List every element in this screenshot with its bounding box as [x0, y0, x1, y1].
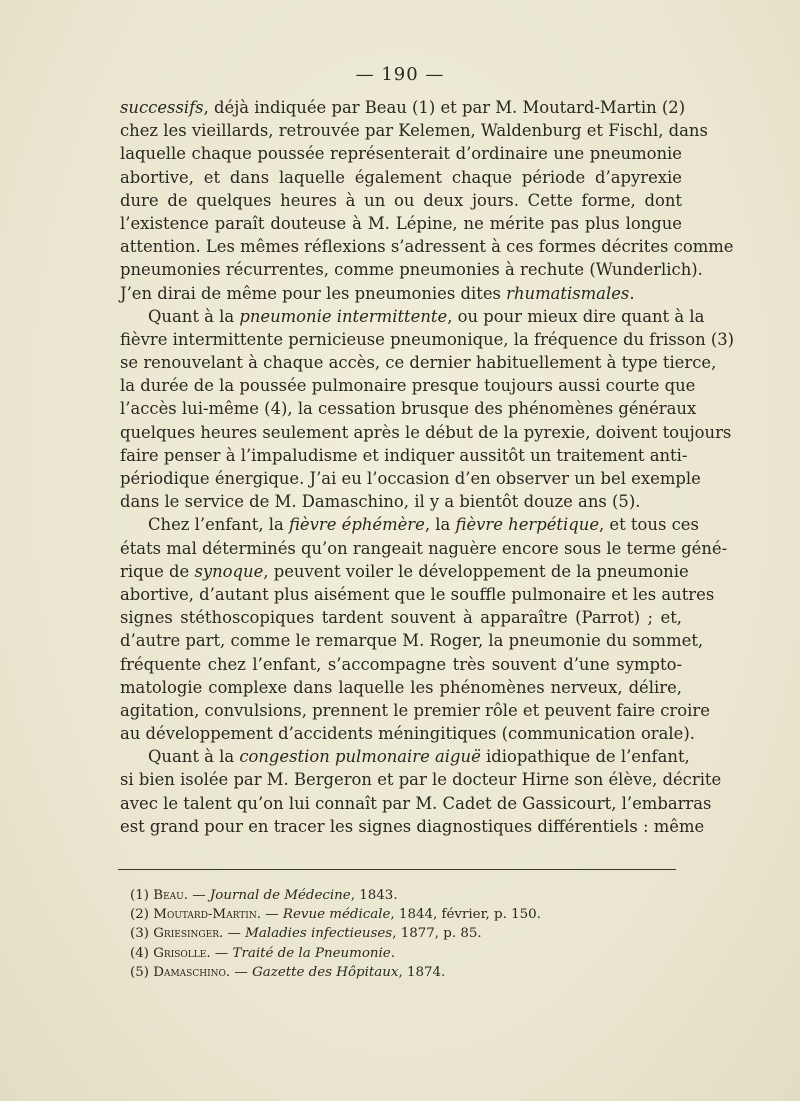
text-line: [120, 421, 732, 444]
footnote-separator: . —: [183, 888, 210, 903]
text-line: [120, 537, 728, 560]
text-line: [120, 606, 682, 629]
text-run: se renouvelant à chaque accès, ce dernier habituellement à type tierce,: [120, 353, 717, 373]
footnote-details: , 1877, p. 85.: [392, 926, 482, 942]
text-line: [120, 629, 704, 652]
text-line: [120, 722, 695, 745]
page-number: — 190 —: [355, 64, 445, 85]
footnote-details: , 1874.: [398, 964, 446, 980]
footnote-author: Beau: [153, 888, 184, 903]
footnote: [130, 905, 650, 924]
text-run: faire penser à l’impaludisme et indiquer aussitôt un traitement anti-: [120, 445, 688, 465]
footnote: [130, 944, 650, 963]
italic-text: fièvre éphémère: [288, 515, 425, 535]
text-run: avec le talent qu’on lui connaît par M. Cadet de Gassicourt, l’embarras: [120, 793, 712, 813]
text-run: matologie complexe dans laquelle les phénomènes nerveux, délire,: [120, 677, 682, 697]
footnote: [130, 924, 650, 943]
text-line: [120, 305, 705, 328]
footnote-title: Gazette des Hôpitaux: [252, 964, 399, 980]
text-run: laquelle chaque poussée représenterait d’ordinaire une pneumonie: [120, 144, 682, 164]
text-line: [120, 166, 682, 189]
text-run: la durée de la poussée pulmonaire presque toujours aussi courte que: [120, 376, 696, 396]
text-run: l’accès lui-même (4), la cessation brusque des phénomènes généraux: [120, 399, 697, 419]
text-run: dure de quelques heures à un ou deux jours. Cette forme, dont: [120, 190, 682, 210]
text-line: [120, 583, 715, 606]
footnote-author: Moutard-Martin: [153, 907, 257, 923]
text-line: [120, 653, 682, 676]
text-run: , peuvent voiler le développement de la pneumonie: [263, 561, 689, 581]
italic-text: pneumonie intermittente: [239, 306, 448, 326]
text-run: au développement d’accidents méningitiques (communication orale).: [120, 724, 695, 744]
text-line: [120, 513, 699, 536]
text-line: [120, 768, 722, 791]
text-line: [120, 119, 708, 142]
footnote-number: (1): [130, 888, 149, 903]
footnote-separator: . —: [206, 945, 233, 961]
text-line: [120, 258, 703, 281]
text-run: agitation, convulsions, prennent le premier rôle et peuvent faire croire: [120, 700, 710, 720]
text-line: [120, 560, 689, 583]
text-run: signes stéthoscopiques tardent souvent à apparaître (Parrot) ; et,: [120, 608, 682, 628]
text-run: l’existence paraît douteuse à M. Lépine, ne mérite pas plus longue: [120, 213, 682, 233]
text-line: [120, 397, 697, 420]
text-line: [120, 792, 712, 815]
italic-text: synoque: [194, 561, 264, 581]
text-run: pneumonies récurrentes, comme pneumonies à rechute (Wunderlich).: [120, 260, 703, 280]
footnote-title: Traité de la Pneumonie: [232, 945, 391, 961]
footnote-author: Grisolle: [153, 945, 207, 961]
footnote-separator: . —: [218, 926, 246, 942]
text-run: chez les vieillards, retrouvée par Kelemen, Waldenburg et Fischl, dans: [120, 121, 708, 141]
italic-text: congestion pulmonaire aiguë: [239, 747, 481, 767]
footnote-rule: [118, 869, 676, 870]
text-line: [120, 490, 682, 513]
text-line: [120, 142, 682, 165]
text-run: idiopathique de l’enfant,: [480, 747, 690, 767]
text-run: fréquente chez l’enfant, s’accompagne très souvent d’une sympto-: [120, 654, 682, 674]
text-line: [120, 374, 696, 397]
footnotes: [130, 886, 650, 982]
footnote-details: , 1843.: [350, 888, 398, 903]
text-line: [120, 815, 705, 838]
text-line: [120, 189, 682, 212]
text-line: [120, 745, 690, 768]
footnote-number: (4): [130, 945, 149, 961]
footnote-author: Damaschino: [153, 964, 226, 980]
text-run: états mal déterminés qu’on rangeait naguère encore sous le terme géné-: [120, 538, 728, 558]
footnote-separator: . —: [225, 964, 253, 980]
italic-text: rhumatismales: [506, 283, 630, 303]
text-run: attention. Les mêmes réflexions s’adressent à ces formes décrites comme: [120, 237, 734, 257]
footnote-number: (2): [130, 907, 149, 923]
footnote-author: Griesinger: [153, 926, 219, 942]
text-line: [120, 96, 686, 119]
text-run: d’autre part, comme le remarque M. Roger, la pneumonie du sommet,: [120, 631, 704, 651]
text-run: abortive, d’autant plus aisément que le souffle pulmonaire et les autres: [120, 584, 715, 604]
italic-text: fièvre herpétique: [455, 515, 600, 535]
italic-text: successifs: [120, 98, 204, 117]
text-line: [120, 235, 734, 258]
text-line: [120, 467, 701, 490]
text-run: abortive, et dans laquelle également chaque période d’apyrexie: [120, 167, 682, 187]
footnote-number: (3): [130, 926, 149, 942]
text-run: dans le service de M. Damaschino, il y a bientôt douze ans (5).: [120, 492, 641, 512]
text-run: fièvre intermittente pernicieuse pneumonique, la fréquence du frisson (3): [120, 329, 735, 349]
text-run: Quant à la: [148, 306, 240, 326]
text-run: , ou pour mieux dire quant à la: [447, 306, 705, 326]
text-run: est grand pour en tracer les signes diagnostiques différentiels : même: [120, 816, 705, 836]
footnote-details: .: [390, 945, 395, 961]
text-line: [120, 676, 682, 699]
text-line: [120, 282, 682, 305]
text-run: rique de: [120, 561, 195, 581]
text-run: Chez l’enfant, la: [148, 515, 289, 535]
footnote-title: Journal de Médecine: [209, 888, 351, 903]
text-line: [120, 328, 735, 351]
footnote-details: , 1844, février, p. 150.: [390, 907, 541, 923]
text-run: quelques heures seulement après le début de la pyrexie, doivent toujours: [120, 422, 732, 442]
footnote: [130, 963, 650, 982]
text-run: , et tous ces: [599, 515, 699, 535]
footnote: [130, 886, 650, 905]
text-line: [120, 444, 688, 467]
text-run: Quant à la: [148, 747, 240, 767]
text-run: , la: [424, 515, 456, 535]
text-line: [120, 212, 682, 235]
body-text: [120, 96, 735, 838]
text-run: périodique énergique. J’ai eu l’occasion d’en observer un bel exemple: [120, 469, 701, 488]
text-line: [120, 699, 710, 722]
footnote-title: Revue médicale: [282, 907, 391, 923]
text-run: .: [629, 283, 635, 303]
text-line: [120, 351, 717, 374]
footnote-separator: . —: [256, 907, 283, 923]
text-run: , déjà indiquée par Beau (1) et par M. Moutard-Martin (2): [203, 98, 686, 117]
footnote-number: (5): [130, 964, 149, 980]
text-run: si bien isolée par M. Bergeron et par le docteur Hirne son élève, décrite: [120, 770, 722, 790]
footnote-title: Maladies infectieuses: [245, 926, 393, 942]
text-run: J’en dirai de même pour les pneumonies dites: [120, 283, 507, 303]
